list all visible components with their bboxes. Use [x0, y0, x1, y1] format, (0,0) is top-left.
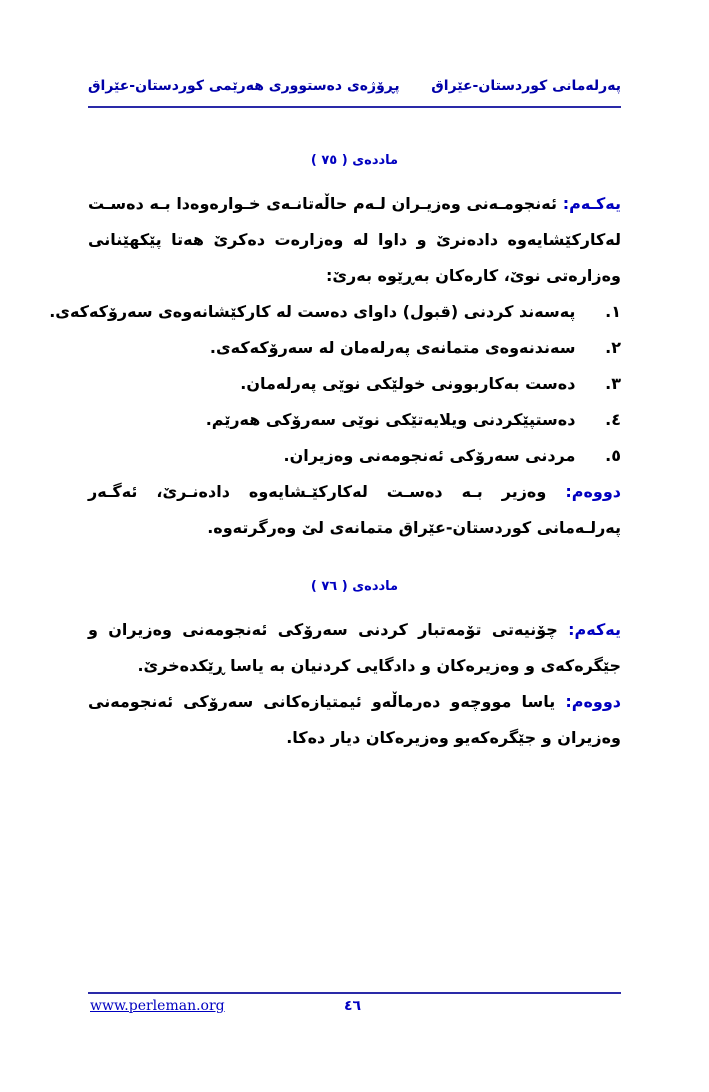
header-parliament-title: پەرلەمانی كوردستان-عێراق — [431, 78, 621, 94]
footer-divider — [88, 992, 621, 994]
spacer — [88, 600, 621, 612]
list-item-number: ٢. — [605, 338, 621, 357]
article-75 — [49, 148, 621, 546]
list-item-text: مردنی سەرۆكی ئەنجومەنی وەزیران. — [283, 446, 576, 465]
page-header — [88, 78, 621, 100]
paragraph-text: چۆنیەتی تۆمەتبار كردنی سەرۆكی ئەنجومەنی وەزیران و جێگرەكەی و وەزیرەكان و دادگایی كردنیان بە یاسا ڕێكدەخرێ. — [88, 620, 621, 675]
website-link[interactable]: www.perleman.org — [90, 998, 225, 1014]
article-title: ماددەی ( ٧٥ ) — [310, 153, 399, 168]
article-paragraph-second — [88, 684, 621, 756]
article-list — [49, 294, 621, 474]
header-document-title: پڕۆژەی دەستووری هەرێمی كوردستان-عێراق — [88, 78, 400, 94]
list-item-number: ١. — [605, 302, 621, 321]
paragraph-text: وەزیر بـە دەسـت لەكاركێـشایەوە دادەنـرێ، ئەگـەر پەرلـەمانی كوردستان-عێراق متمانەی لێ وەرگرتەوە. — [88, 482, 621, 537]
paragraph-lead: یەكـەم: — [562, 194, 621, 213]
list-item-text: پەسەند كردنی (قبول) داوای دەست لە كاركێشانەوەی سەرۆكەكەی. — [49, 302, 576, 321]
list-item-number: ٣. — [605, 374, 621, 393]
article-paragraph-first — [88, 612, 621, 684]
list-item-text: سەندنەوەی متمانەی پەرلەمان لە سەرۆكەكەی. — [209, 338, 576, 357]
list-item-number: ٤. — [605, 410, 621, 429]
spacer — [88, 174, 621, 186]
list-item — [88, 402, 621, 438]
header-divider — [88, 106, 621, 108]
list-item-text: دەستپێكردنی ویلایەتێكی نوێی سەرۆكی هەرێم. — [205, 410, 576, 429]
list-item — [88, 366, 621, 402]
list-item — [88, 330, 621, 366]
paragraph-text: یاسا مووچەو دەرماڵەو ئیمتیازەكانی سەرۆكی ئەنجومەنی وەزیران و جێگرەكەیو وەزیرەكان دیار دەكا. — [88, 692, 621, 747]
paragraph-text: ئەنجومـەنی وەزیـران لـەم حاڵەتانـەی خـوارەوەدا بـە دەسـت لەكاركێشایەوە دادەنرێ و داوا لە وەزارەت دەكرێ هەتا پێكهێنانی وەزارەتی نوێ، كارەكان بەڕێوە بەرێ: — [88, 194, 621, 285]
list-item-number: ٥. — [605, 446, 621, 465]
article-paragraph-second — [88, 474, 621, 546]
paragraph-lead: دووەم: — [565, 482, 621, 501]
spacer — [88, 546, 621, 574]
page-content — [49, 148, 622, 756]
page-number: ٤٦ — [344, 998, 362, 1014]
list-item — [49, 294, 621, 330]
list-item-text: دەست بەكاربوونی خولێكی نوێی پەرلەمان. — [240, 374, 576, 393]
article-76 — [88, 574, 621, 756]
paragraph-lead: دووەم: — [565, 692, 622, 711]
article-title: ماددەی ( ٧٦ ) — [310, 579, 399, 594]
article-paragraph-first — [88, 186, 621, 294]
paragraph-lead: یەكەم: — [568, 620, 621, 639]
list-item — [88, 438, 621, 474]
